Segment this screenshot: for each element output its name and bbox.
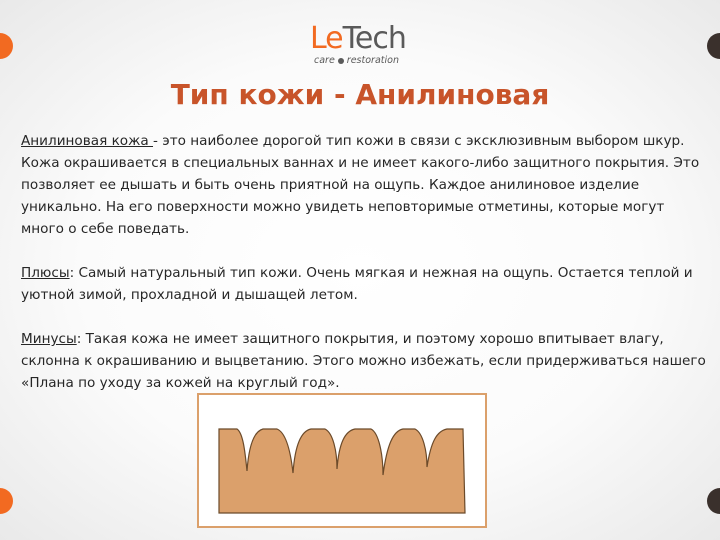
page-title: Тип кожи - Анилиновая — [170, 78, 550, 111]
leather-cross-section-illustration — [197, 393, 487, 528]
paragraph-pros — [21, 262, 711, 306]
logo-sub-restoration: restoration — [346, 55, 399, 66]
corner-dot-bottom-left — [0, 488, 13, 514]
logo-tech: Tech — [342, 21, 406, 56]
pros-label: Плюсы — [21, 265, 70, 281]
definition-text: - это наиболее дорогой тип кожи в связи с эксклюзивным выбором шкур. Кожа окрашивается в специальных ваннах и не имеет какого-либо защитного покрытия. Это позволяет ее дышать и быть очень приятной на ощупь. Каждое анилиновое изделие уникально. На его поверхности можно увидеть неповторимые отметины, которые могут много о себе поведать. — [21, 133, 700, 237]
logo-separator-icon — [338, 58, 344, 64]
term-aniline-leather: Анилиновая кожа — [21, 133, 154, 149]
corner-dot-top-left — [0, 33, 13, 59]
corner-dot-bottom-right — [707, 488, 720, 514]
logo-le: Le — [310, 21, 343, 56]
corner-dot-top-right — [707, 33, 720, 59]
pros-text: : Самый натуральный тип кожи. Очень мягкая и нежная на ощупь. Остается теплой и уютной зимой, прохладной и дышащей летом. — [21, 265, 693, 303]
cons-text: : Такая кожа не имеет защитного покрытия, и поэтому хорошо впитывает влагу, склонна к окрашиванию и выцветанию. Этого можно избежать, если придерживаться нашего «Плана по уходу за кожей на круглый год». — [21, 331, 706, 391]
paragraph-definition — [21, 130, 711, 240]
letech-logo — [310, 21, 420, 72]
logo-sub-care: care — [314, 55, 335, 66]
cons-label: Минусы — [21, 331, 77, 347]
paragraph-cons — [21, 328, 711, 394]
